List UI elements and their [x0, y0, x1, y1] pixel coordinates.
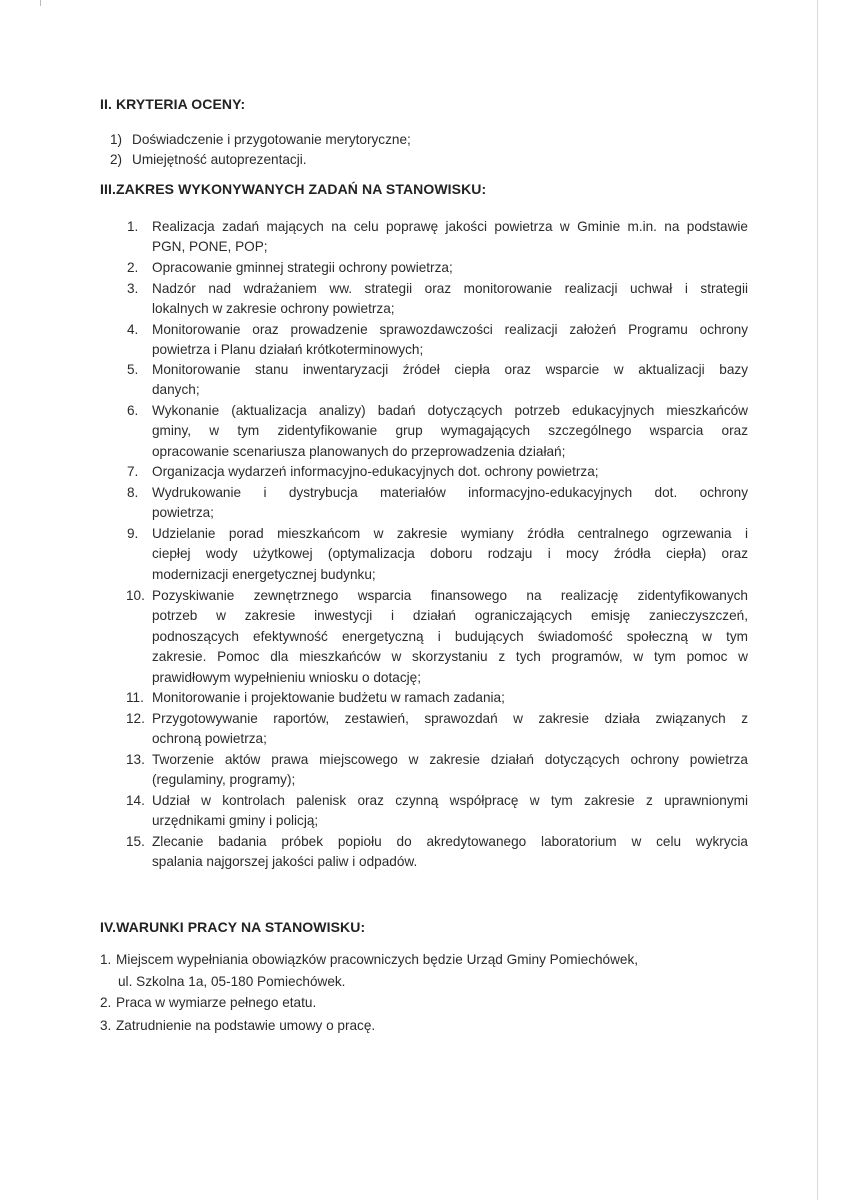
task-item-line: Organizacja wydarzeń informacyjno-edukacyjnych dot. ochrony powietrza; [152, 464, 599, 479]
criteria-item-number: 1) [110, 132, 123, 147]
task-item-line: gminy, w tym zidentyfikowanie grup wymagających szczególnego wsparcia oraz [152, 423, 748, 439]
task-item-line: powietrza i Planu działań krótkoterminowych; [152, 342, 424, 358]
task-item-line: Realizacja zadań mających na celu poprawę jakości powietrza w Gminie m.in. na podstawie [152, 219, 748, 234]
task-item-number: 2. [127, 260, 139, 275]
task-item-number: 4. [127, 322, 139, 337]
task-item-line: Tworzenie aktów prawa miejscowego w zakresie działań dotyczących ochrony powietrza [152, 752, 748, 767]
task-item-number: 15. [126, 834, 145, 849]
criteria-item-number: 2) [110, 152, 123, 167]
task-item-line: zakresie. Pomoc dla mieszkańców w skorzystaniu z tych programów, w tym pomoc w [152, 649, 748, 665]
task-item-line: Opracowanie gminnej strategii ochrony powietrza; [152, 260, 453, 275]
task-item-number: 3. [127, 281, 139, 296]
task-item-line: Wykonanie (aktualizacja analizy) badań dotyczących potrzeb edukacyjnych mieszkańców [152, 403, 748, 418]
task-item-line: Monitorowanie oraz prowadzenie sprawozdawczości realizacji założeń Programu ochrony [152, 322, 748, 337]
criteria-item-text: Doświadczenie i przygotowanie merytoryczne; [132, 132, 411, 147]
task-item-line: opracowanie scenariusza planowanych do przeprowadzenia działań; [152, 443, 566, 459]
task-item-line: spalania najgorszej jakości paliw i odpadów. [152, 854, 418, 870]
task-item-line: ochroną powietrza; [152, 731, 267, 747]
task-item-line: lokalnych w zakresie ochrony powietrza; [152, 301, 395, 317]
task-item-line: Udzielanie porad mieszkańcom w zakresie wymiany źródła centralnego ogrzewania i [152, 526, 748, 541]
condition-item-line: ul. Szkolna 1a, 05-180 Pomiechówek. [118, 974, 346, 989]
task-item-number: 1. [127, 219, 139, 234]
task-item-line: (regulaminy, programy); [152, 772, 296, 788]
condition-item-line: Praca w wymiarze pełnego etatu. [116, 995, 317, 1010]
task-item-number: 9. [127, 526, 139, 541]
conditions-heading: IV.WARUNKI PRACY NA STANOWISKU: [100, 919, 366, 935]
task-item-line: modernizacji energetycznej budynku; [152, 566, 376, 582]
task-item-line: potrzeb w zakresie inwestycji i działań ograniczających emisję zanieczyszczeń, [152, 608, 748, 624]
task-item-number: 12. [126, 711, 145, 726]
task-item-line: urzędnikami gminy i policją; [152, 813, 319, 829]
task-item-number: 10. [126, 588, 145, 603]
task-item-number: 5. [127, 362, 139, 377]
task-item-line: Monitorowanie i projektowanie budżetu w ramach zadania; [152, 690, 505, 705]
scan-edge-mark [40, 0, 41, 6]
task-item-line: powietrza; [152, 505, 214, 521]
task-item-line: Udział w kontrolach palenisk oraz czynną współpracę w tym zakresie z uprawnionymi [152, 793, 748, 808]
task-item-line: Wydrukowanie i dystrybucja materiałów informacyjno-edukacyjnych dot. ochrony [152, 485, 748, 500]
task-item-line: podnoszących efektywność energetyczną i budujących świadomość społeczną w tym [152, 628, 748, 644]
task-item-number: 13. [126, 752, 145, 767]
task-item-number: 6. [127, 403, 139, 418]
task-item-line: ciepłej wody użytkowej (optymalizacja doboru rodzaju i mocy źródła ciepła) oraz [152, 546, 748, 562]
task-item-line: danych; [152, 382, 200, 398]
task-item-line: Pozyskiwanie zewnętrznego wsparcia finansowego na realizację zidentyfikowanych [152, 588, 748, 603]
task-item-line: prawidłowym wypełnieniu wniosku o dotację; [152, 669, 421, 685]
tasks-heading: III.ZAKRES WYKONYWANYCH ZADAŃ NA STANOWISKU: [100, 181, 487, 197]
task-item-number: 14. [126, 793, 145, 808]
task-item-number: 7. [127, 464, 139, 479]
task-item-number: 8. [127, 485, 139, 500]
condition-item-number: 3. [100, 1018, 112, 1033]
task-item-line: PGN, PONE, POP; [152, 239, 268, 255]
task-item-number: 11. [126, 690, 144, 705]
criteria-heading: II. KRYTERIA OCENY: [100, 96, 246, 112]
condition-item-number: 1. [100, 952, 112, 967]
task-item-line: Zlecanie badania próbek popiołu do akredytowanego laboratorium w celu wykrycia [152, 834, 748, 849]
task-item-line: Przygotowywanie raportów, zestawień, sprawozdań w zakresie działa związanych z [152, 711, 748, 726]
condition-item-line: Miejscem wypełniania obowiązków pracowniczych będzie Urząd Gminy Pomiechówek, [116, 952, 639, 967]
condition-item-line: Zatrudnienie na podstawie umowy o pracę. [116, 1018, 376, 1033]
criteria-item-text: Umiejętność autoprezentacji. [132, 152, 307, 167]
condition-item-number: 2. [100, 995, 112, 1010]
scan-page-edge [817, 0, 818, 1200]
task-item-line: Monitorowanie stanu inwentaryzacji źródeł ciepła oraz wsparcie w aktualizacji bazy [152, 362, 748, 377]
task-item-line: Nadzór nad wdrażaniem ww. strategii oraz monitorowanie realizacji uchwał i strategii [152, 281, 748, 296]
